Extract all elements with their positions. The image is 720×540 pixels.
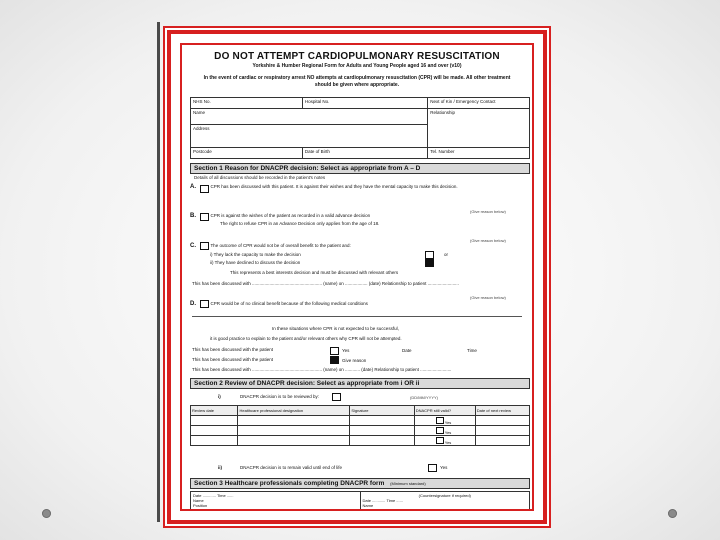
slide-bullet-left	[42, 509, 51, 518]
review-row	[191, 416, 530, 426]
option-d-text: CPR would be of no clinical benefit because of the following medical conditions	[210, 301, 368, 306]
staff-primary-date-label: Date	[193, 493, 202, 498]
staff-second-time-label: Time	[386, 498, 396, 503]
review-ii-text: DNACPR decision is to remain valid until end of life	[240, 465, 343, 470]
name-field[interactable]: Name	[191, 109, 428, 125]
review-valid-cell	[414, 426, 475, 436]
option-c-i-checkbox[interactable]	[425, 251, 434, 259]
staff-table	[190, 491, 530, 511]
review-cell[interactable]	[191, 436, 238, 446]
staff-primary-time-label: Time	[216, 493, 226, 498]
review-cell[interactable]	[238, 436, 350, 446]
situations-text: In these situations where CPR is not expected to be successful,	[272, 326, 399, 331]
nhs-no-field[interactable]: NHS No.	[191, 98, 303, 109]
discussed-others-text: This has been discussed with the patient	[192, 357, 274, 362]
slide-bullet-right	[668, 509, 677, 518]
review-valid-checkbox[interactable]	[436, 437, 444, 444]
next-of-kin-field[interactable]: Next of Kin / Emergency Contact	[428, 98, 530, 109]
option-a-checkbox[interactable]	[200, 185, 209, 193]
option-d	[190, 301, 490, 307]
slide-vertical-rule	[157, 22, 160, 522]
option-b-reason-label: (Give reason below)	[470, 209, 506, 214]
review-cell[interactable]	[238, 416, 350, 426]
review-cell[interactable]	[350, 416, 414, 426]
discussed-patient-time: Time	[467, 348, 477, 353]
review-i-checkbox[interactable]	[332, 393, 341, 401]
discussed-patient-yes: Yes	[342, 348, 350, 353]
option-a-letter: A.	[190, 184, 196, 190]
review-header-valid: DNACPR still valid?	[414, 406, 475, 416]
option-c-ii: ii) They have declined to discuss the decision	[210, 260, 301, 265]
staff-primary-name-label[interactable]: Name	[193, 498, 204, 503]
review-ii-num: ii)	[218, 465, 222, 470]
staff-second-name-label[interactable]: Name	[362, 503, 374, 508]
staff-primary-position-label[interactable]: Position	[193, 503, 208, 508]
review-cell[interactable]	[191, 416, 238, 426]
hospital-no-field[interactable]: Hospital No.	[302, 98, 427, 109]
option-c-note: This represents a best interests decision and must be discussed with relevant others	[230, 270, 399, 275]
staff-primary-cell: Date ............ Time ...... Name Position	[191, 492, 361, 512]
review-i-num: i)	[218, 394, 221, 399]
section3-title-note: (Minimum standard)	[390, 481, 426, 486]
option-a	[190, 184, 520, 190]
address-field[interactable]: Address	[191, 125, 428, 148]
option-b-checkbox[interactable]	[200, 213, 209, 221]
option-d-reason-label: (Give reason below)	[470, 295, 506, 300]
option-b	[190, 213, 490, 219]
form-intro: In the event of cardiac or respiratory arrest NO attempts at cardiopulmonary resuscitation (CPR) will be made. All other treatment should be given where appropriate.	[203, 75, 511, 88]
review-row	[191, 426, 530, 436]
review-header-signature: Signature	[350, 406, 414, 416]
tel-number-field[interactable]: Tel. Number	[428, 148, 530, 159]
review-valid-yes: Yes	[444, 419, 452, 425]
staff-countersign-label: (Countersignature if required)	[418, 493, 471, 498]
review-cell[interactable]	[475, 416, 529, 426]
review-i-text: DNACPR decision is to be reviewed by:	[240, 394, 320, 399]
date-of-birth-field[interactable]: Date of Birth	[302, 148, 427, 159]
good-practice-text: it is good practice to explain to the patient and/or relevant others why CPR will not be attempted.	[210, 336, 402, 341]
staff-second-date-label: Date	[362, 498, 371, 503]
discussed-with-text: This has been discussed with ........................................................ (name) on ............ (date) Relationship to patient .........................	[192, 367, 452, 372]
review-cell[interactable]	[475, 426, 529, 436]
option-d-letter: D.	[190, 301, 196, 307]
review-cell[interactable]	[350, 426, 414, 436]
option-c-reason-label: (Give reason below)	[470, 238, 506, 243]
discussed-patient-checkbox[interactable]	[330, 347, 339, 355]
review-cell[interactable]	[191, 426, 238, 436]
review-row	[191, 436, 530, 446]
review-ii-yes: Yes	[440, 465, 448, 470]
form-subtitle: Yorkshire & Humber Regional Form for Adults and Young People aged 16 and over (v10)	[252, 63, 462, 69]
review-valid-cell	[414, 436, 475, 446]
option-a-text: CPR has been discussed with this patient. It is against their wishes and they have the mental capacity to make this decision.	[210, 184, 458, 189]
patient-details-table	[190, 97, 530, 159]
review-valid-checkbox[interactable]	[436, 417, 444, 424]
review-valid-yes: Yes	[444, 429, 452, 435]
section1-header: Section 1 Reason for DNACPR decision: Select as appropriate from A – D	[190, 163, 530, 174]
option-b-sub: The right to refuse CPR in an Advance Decision only applies from the age of 18.	[220, 221, 380, 226]
staff-second-cell: (Countersignature if required) Date ............ Time ...... Name	[360, 492, 530, 512]
review-table	[190, 405, 530, 446]
postcode-field[interactable]: Postcode	[191, 148, 303, 159]
option-c-letter: C.	[190, 243, 196, 249]
dnacpr-form	[167, 30, 547, 524]
option-b-text: CPR is against the wishes of the patient as recorded in a valid advance decision	[210, 213, 371, 218]
option-c-i: i) They lack the capacity to make the decision	[210, 252, 301, 257]
option-b-letter: B.	[190, 213, 196, 219]
option-c-text: The outcome of CPR would not be of overall benefit to the patient and:	[210, 243, 351, 248]
discussed-patient-text: This has been discussed with the patient	[192, 347, 274, 352]
review-cell[interactable]	[238, 426, 350, 436]
review-header-next: Date of next review	[475, 406, 529, 416]
section1-note: Details of all discussions should be recorded in the patient's notes	[194, 175, 326, 180]
relationship-field[interactable]: Relationship	[428, 109, 530, 148]
review-i-date-label: (DD/MM/YYYY)	[410, 395, 438, 400]
option-c-discussed: This has been discussed with ........................................................ (name) on .................. (date) Relationship to patient .........................	[192, 281, 459, 286]
review-cell[interactable]	[475, 436, 529, 446]
review-header-date: Review date	[191, 406, 238, 416]
option-c	[190, 243, 490, 249]
section3-header	[190, 478, 530, 489]
dnacpr-form-inner	[180, 43, 534, 511]
option-c-ii-checkbox[interactable]	[425, 259, 434, 267]
review-ii-checkbox[interactable]	[428, 464, 437, 472]
option-d-reason-line[interactable]	[192, 316, 522, 317]
form-title: DO NOT ATTEMPT CARDIOPULMONARY RESUSCITATION	[214, 51, 500, 62]
section2-header: Section 2 Review of DNACPR decision: Select as appropriate from i OR ii	[190, 378, 530, 389]
option-d-checkbox[interactable]	[200, 300, 209, 308]
review-cell[interactable]	[350, 436, 414, 446]
review-valid-yes: Yes	[444, 439, 452, 445]
section3-title: Section 3 Healthcare professionals completing DNACPR form	[194, 480, 385, 487]
discussed-others-reason: Give reason	[342, 358, 367, 363]
review-valid-cell	[414, 416, 475, 426]
discussed-patient-date: Date	[402, 348, 412, 353]
discussed-others-checkbox[interactable]	[330, 356, 339, 364]
option-c-or: or	[444, 252, 449, 257]
review-valid-checkbox[interactable]	[436, 427, 444, 434]
review-header-designation: Healthcare professional designation	[238, 406, 350, 416]
option-c-checkbox[interactable]	[200, 242, 209, 250]
